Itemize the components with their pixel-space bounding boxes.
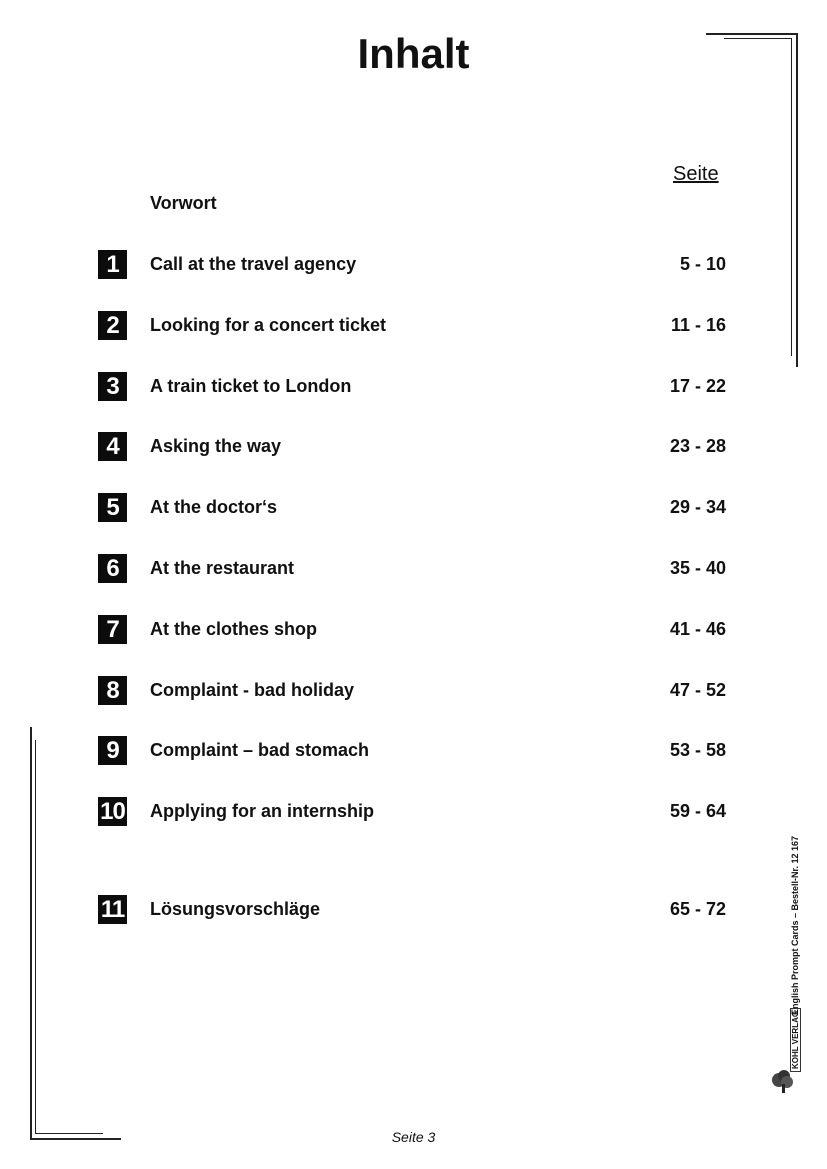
entry-number-badge: 9 xyxy=(98,736,127,765)
publisher-logo: KOHL VERLAG xyxy=(790,1008,801,1072)
entry-title: Asking the way xyxy=(150,436,282,456)
toc-entry xyxy=(0,736,827,766)
entry-title: At the clothes shop xyxy=(150,619,318,639)
tree-icon xyxy=(770,1068,800,1094)
toc-entry xyxy=(0,250,827,280)
page-footer: Seite 3 xyxy=(391,1129,436,1145)
entry-title: Applying for an internship xyxy=(150,801,374,821)
entry-pages: 53 - 58 xyxy=(669,740,726,760)
entry-number-badge: 11 xyxy=(98,895,127,924)
entry-number-badge: 10 xyxy=(98,797,127,826)
toc-entry xyxy=(0,493,827,523)
toc-entry xyxy=(0,554,827,584)
toc-entry xyxy=(0,895,827,925)
entry-number-badge: 1 xyxy=(98,250,127,279)
entry-pages: 17 - 22 xyxy=(669,376,726,396)
entry-pages: 47 - 52 xyxy=(669,680,726,700)
entry-title: A train ticket to London xyxy=(150,376,352,396)
entry-title: Complaint – bad stomach xyxy=(150,740,370,760)
entry-pages: 41 - 46 xyxy=(669,619,726,639)
entry-title: Complaint - bad holiday xyxy=(150,680,355,700)
entry-pages: 11 - 16 xyxy=(670,315,726,335)
toc-entry xyxy=(0,432,827,462)
entry-title: Lösungsvorschläge xyxy=(150,899,321,919)
entry-pages: 59 - 64 xyxy=(669,801,726,821)
toc-entry xyxy=(0,676,827,706)
frame-line-top-right-outer-h xyxy=(706,33,798,35)
entry-number-badge: 3 xyxy=(98,372,127,401)
page-title: Inhalt xyxy=(357,30,470,77)
frame-line-top-right-inner-h xyxy=(724,38,792,39)
entry-number-badge: 7 xyxy=(98,615,127,644)
side-publication-info: English Prompt Cards – Bestell-Nr. 12 167 xyxy=(790,835,800,1015)
entry-title: Looking for a concert ticket xyxy=(150,315,387,335)
entry-number-badge: 2 xyxy=(98,311,127,340)
entry-pages: 5 - 10 xyxy=(679,254,726,274)
entry-number-badge: 6 xyxy=(98,554,127,583)
entry-number-badge: 4 xyxy=(98,432,127,461)
entry-title: Call at the travel agency xyxy=(150,254,357,274)
entry-title: At the doctor‘s xyxy=(150,497,278,517)
page-column-header: Seite xyxy=(673,163,719,185)
entry-pages: 23 - 28 xyxy=(669,436,726,456)
frame-line-bottom-left-outer-v xyxy=(30,727,32,1139)
toc-entry xyxy=(0,311,827,341)
toc-entry xyxy=(0,797,827,827)
frame-line-top-right-inner-v xyxy=(791,38,792,356)
toc-entry xyxy=(0,615,827,645)
entry-pages: 35 - 40 xyxy=(669,558,726,578)
entry-pages: 65 - 72 xyxy=(669,899,726,919)
entry-number-badge: 8 xyxy=(98,676,127,705)
preface-entry: Vorwort xyxy=(150,193,217,213)
toc-entry xyxy=(0,372,827,402)
entry-number-badge: 5 xyxy=(98,493,127,522)
entry-title: At the restaurant xyxy=(150,558,295,578)
entry-pages: 29 - 34 xyxy=(669,497,726,517)
